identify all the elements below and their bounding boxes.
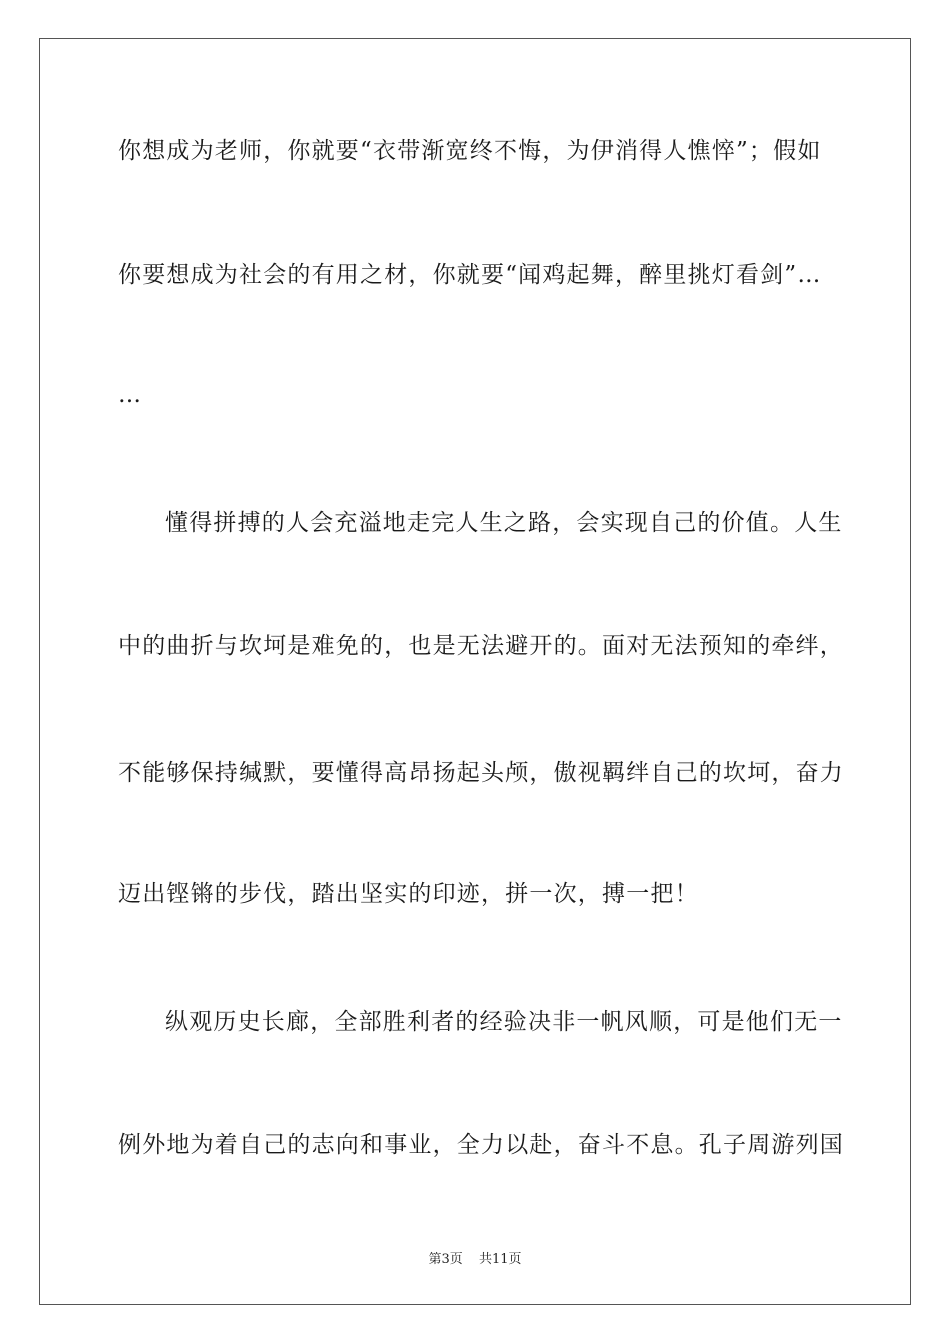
paragraph-start-line: 纵观历史长廊，全部胜利者的经验决非一帆风顺，可是他们无一	[165, 1009, 843, 1035]
text-line: 不能够保持缄默，要懂得高昂扬起头颅，傲视羁绊自己的坎坷，奋力	[118, 760, 844, 786]
text-line: 你要想成为社会的有用之材，你就要“闻鸡起舞，醉里挑灯看剑”…	[118, 262, 822, 288]
paragraph-start-line: 懂得拼搏的人会充溢地走完人生之路，会实现自己的价值。人生	[165, 510, 843, 536]
page-footer	[0, 1248, 950, 1267]
page-number: 第3页	[428, 1252, 463, 1267]
text-line: 迈出铿锵的步伐，踏出坚实的印迹，拼一次，搏一把！	[118, 881, 699, 907]
text-line: 中的曲折与坎坷是难免的，也是无法避开的。面对无法预知的牵绊，	[118, 633, 844, 659]
text-line: 你想成为老师，你就要“衣带渐宽终不悔，为伊消得人憔悴”；假如	[118, 138, 822, 164]
text-line: …	[118, 382, 143, 408]
page-total: 共11页	[478, 1252, 522, 1267]
text-line: 例外地为着自己的志向和事业，全力以赴，奋斗不息。孔子周游列国	[118, 1132, 844, 1158]
page-border	[39, 38, 911, 1305]
